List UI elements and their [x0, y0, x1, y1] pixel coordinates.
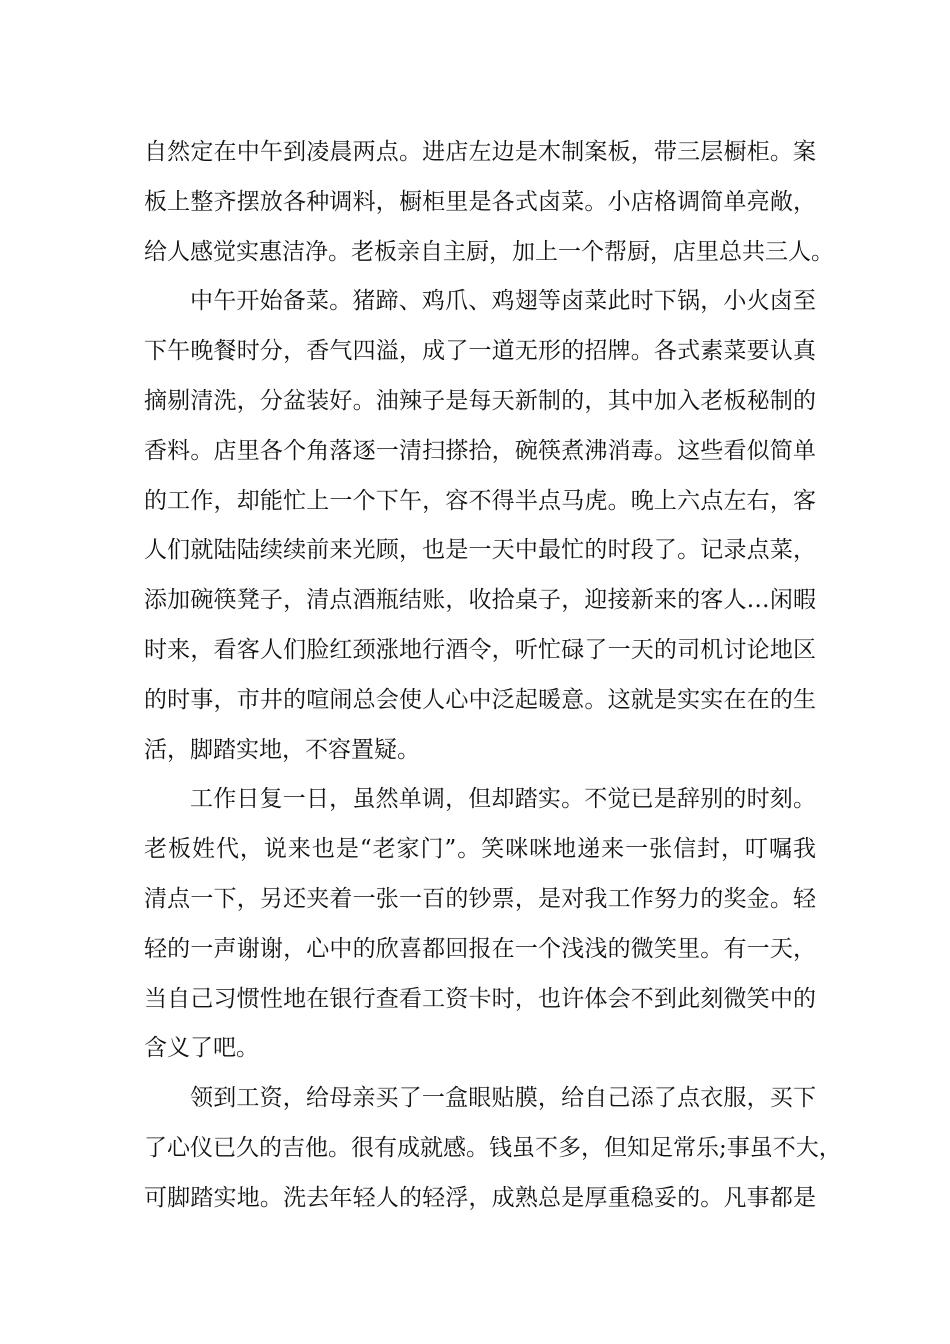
text-line: 摘剔清洗，分盆装好。油辣子是每天新制的，其中加入老板秘制的	[144, 387, 816, 414]
text-line: 人们就陆陆续续前来光顾，也是一天中最忙的时段了。记录点菜，	[144, 537, 816, 564]
text-line: 时来，看客人们脸红颈涨地行酒令，听忙碌了一天的司机讨论地区	[144, 636, 816, 663]
paragraph-start-line: 工作日复一日，虽然单调，但却踏实。不觉已是辞别的时刻。	[190, 786, 816, 813]
paragraph-start-line: 领到工资，给母亲买了一盒眼贴膜，给自己添了点衣服，买下	[190, 1085, 816, 1112]
text-line: 老板姓代，说来也是“老家门”。笑咪咪地递来一张信封，叮嘱我	[144, 836, 816, 863]
text-line: 添加碗筷凳子，清点酒瓶结账，收拾桌子，迎接新来的客人…闲暇	[144, 587, 816, 614]
paragraph-start-line: 中午开始备菜。猪蹄、鸡爪、鸡翅等卤菜此时下锅，小火卤至	[190, 288, 816, 315]
text-line: 给人感觉实惠洁净。老板亲自主厨，加上一个帮厨，店里总共三人。	[144, 238, 834, 265]
text-line: 清点一下，另还夹着一张一百的钞票，是对我工作努力的奖金。轻	[144, 885, 816, 912]
body-text	[144, 128, 842, 1224]
text-line: 自然定在中午到凌晨两点。进店左边是木制案板，带三层橱柜。案	[144, 139, 816, 165]
text-line: 轻的一声谢谢，心中的欣喜都回报在一个浅浅的微笑里。有一天，	[144, 935, 816, 962]
text-line: 香料。店里各个角落逐一清扫搽拾，碗筷煮沸消毒。这些看似简单	[144, 437, 816, 464]
text-line: 的工作，却能忙上一个下午，容不得半点马虎。晚上六点左右，客	[144, 487, 816, 514]
text-line: 下午晚餐时分，香气四溢，成了一道无形的招牌。各式素菜要认真	[144, 338, 816, 365]
text-line: 了心仪已久的吉他。很有成就感。钱虽不多，但知足常乐;事虽不大，	[144, 1134, 842, 1161]
text-line: 的时事，市井的喧闹总会使人心中泛起暖意。这就是实实在在的生	[144, 686, 816, 713]
paragraph-end-line: 活，脚踏实地，不容置疑。	[144, 736, 420, 763]
paragraph-end-line: 含义了吧。	[144, 1035, 259, 1062]
text-line: 可脚踏实地。洗去年轻人的轻浮，成熟总是厚重稳妥的。凡事都是	[144, 1184, 816, 1211]
text-line: 板上整齐摆放各种调料，橱柜里是各式卤菜。小店格调简单亮敞，	[144, 188, 816, 215]
text-line: 当自己习惯性地在银行查看工资卡时，也许体会不到此刻微笑中的	[144, 985, 816, 1012]
